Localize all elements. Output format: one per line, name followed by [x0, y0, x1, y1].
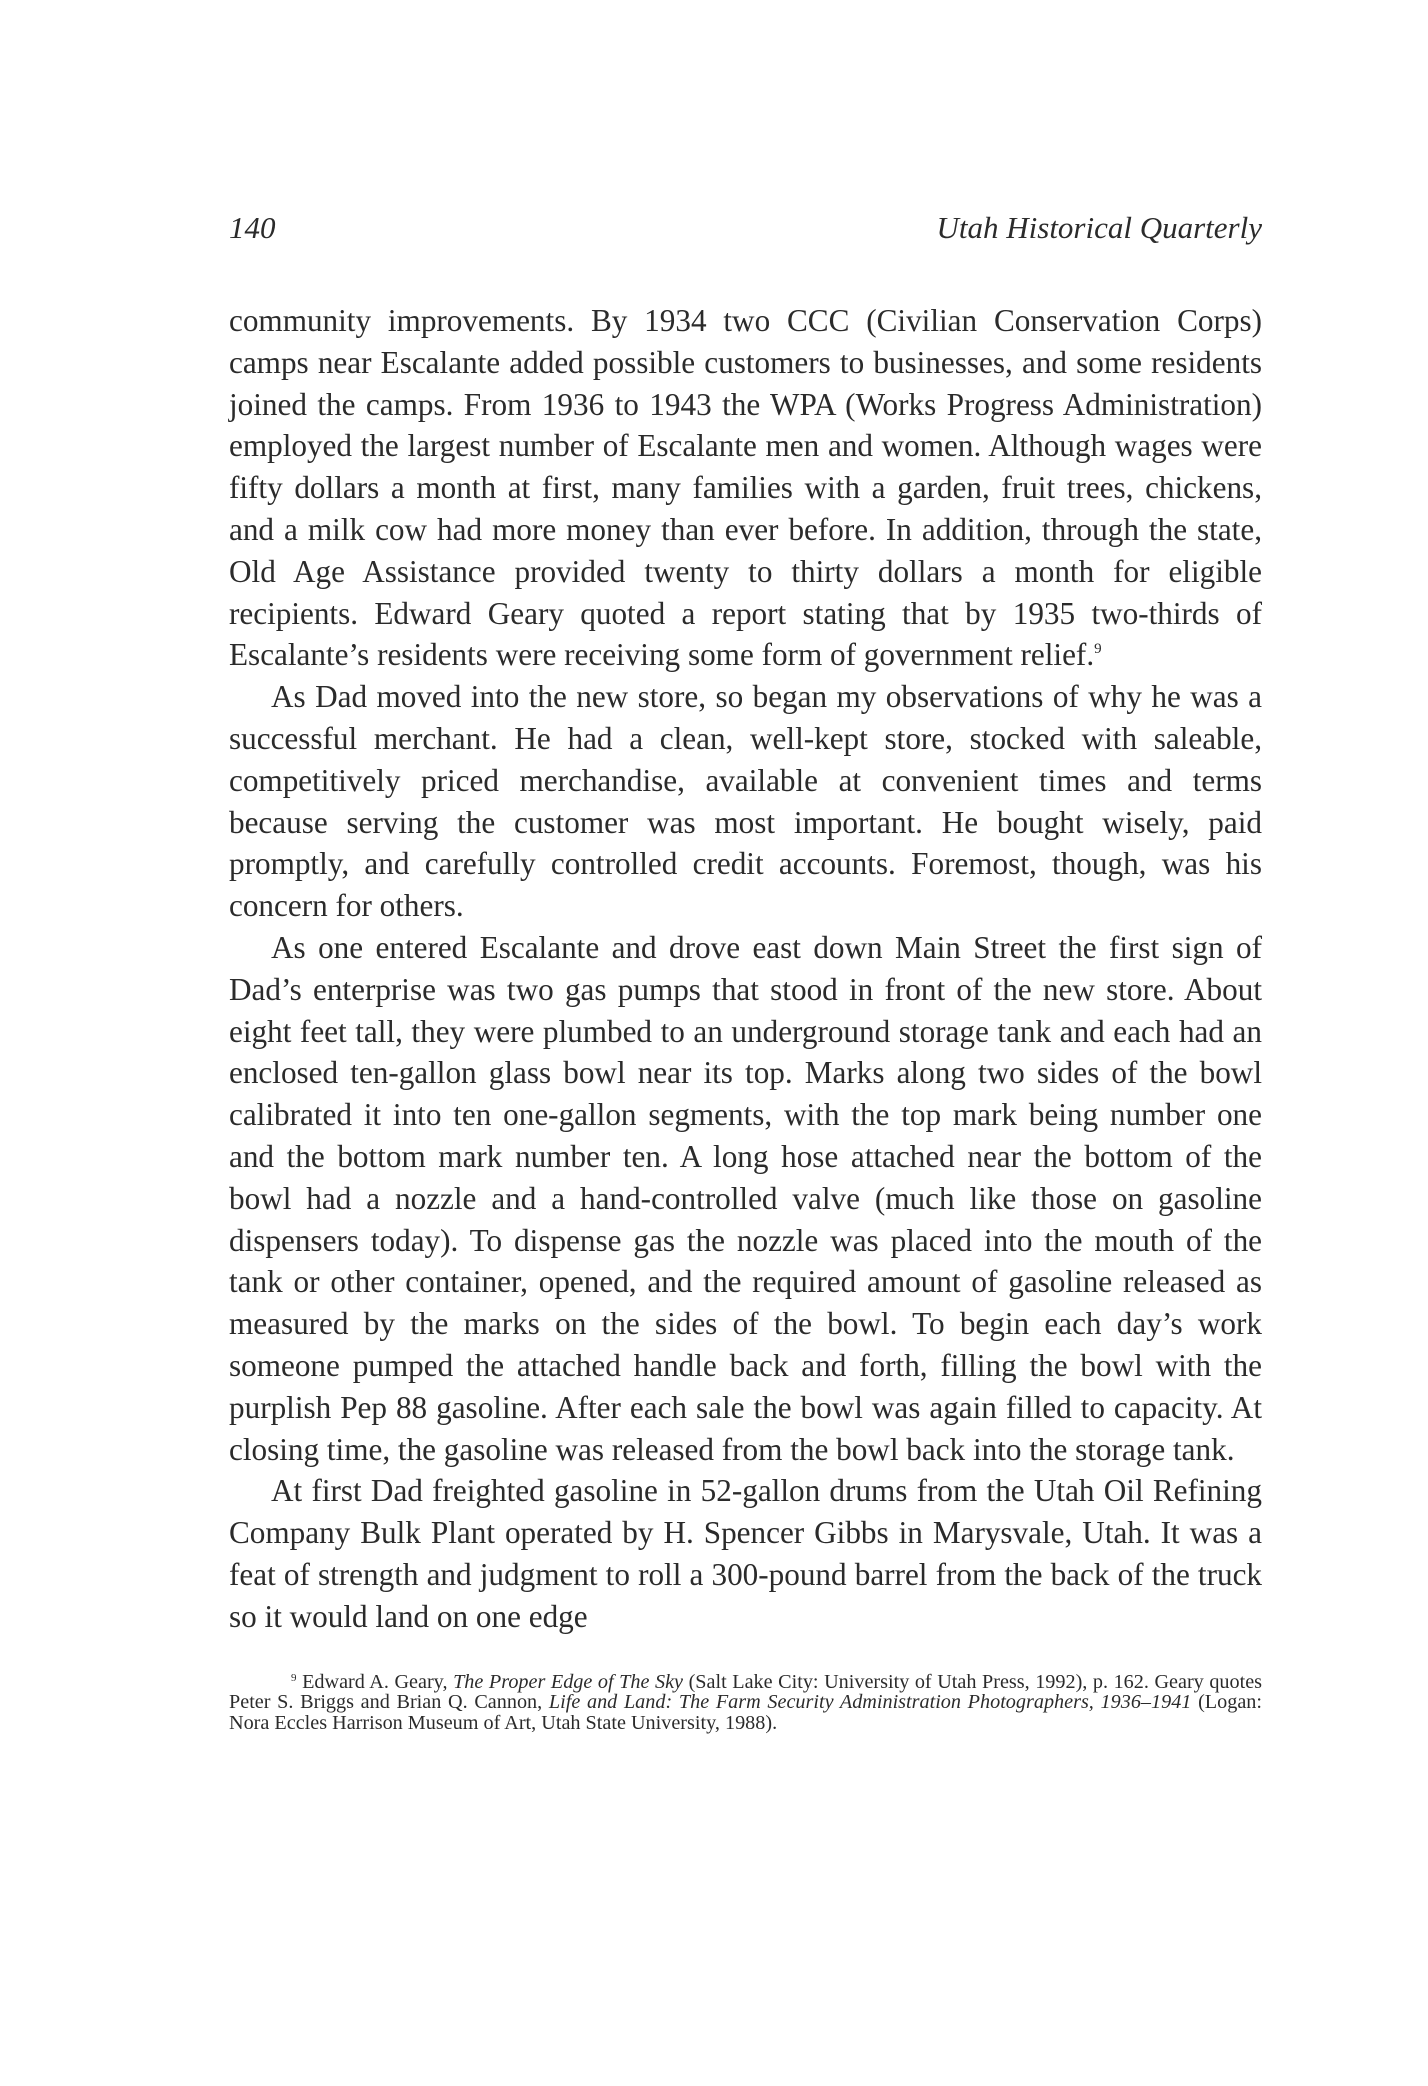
article-body: [229, 300, 1262, 1638]
page: [229, 210, 1262, 1733]
paragraph-1-text: community improvements. By 1934 two CCC (Civilian Conservation Corps) camps near Escalante added possible customers to businesses, and some residents joined the camps. From 1936 to 1943 the WPA (Works Progress Administration) employed the largest number of Escalante men and women. Although wages were fifty dollars a month at first, many families with a garden, fruit trees, chickens, and a milk cow had more money than ever before. In addition, through the state, Old Age Assistance provided twenty to thirty dollars a month for eligible recipients. Edward Geary quoted a report stating that by 1935 two-thirds of Escalante’s residents were receiving some form of government relief.: [229, 303, 1262, 673]
footnote-publication-1: (Salt Lake City: University of Utah Press, 1992), p. 162. Geary quotes Peter S. Briggs and Brian Q. Cannon,: [229, 1670, 1263, 1713]
footnote-reference[interactable]: 9: [1094, 641, 1102, 658]
paragraph-3: As one entered Escalante and drove east down Main Street the first sign of Dad’s enterprise was two gas pumps that stood in front of the new store. About eight feet tall, they were plumbed to an underground storage tank and each had an enclosed ten-gallon glass bowl near its top. Marks along two sides of the bowl calibrated it into ten one-gallon segments, with the top mark being number one and the bottom mark number ten. A long hose attached near the bottom of the bowl had a nozzle and a hand-controlled valve (much like those on gasoline dispensers today). To dispense gas the nozzle was placed into the mouth of the tank or other container, opened, and the required amount of gasoline released as measured by the marks on the sides of the bowl. To begin each day’s work someone pumped the attached handle back and forth, filling the bowl with the purplish Pep 88 gasoline. After each sale the bowl was again filled to capacity. At closing time, the gasoline was released from the bowl back into the storage tank.: [229, 929, 1262, 1467]
journal-title: Utah Historical Quarterly: [936, 210, 1262, 245]
running-head: [229, 210, 1262, 246]
paragraph-4: At first Dad freighted gasoline in 52-gallon drums from the Utah Oil Refining Company Bulk Plant operated by H. Spencer Gibbs in Marysvale, Utah. It was a feat of strength and judgment to roll a 300-pound barrel from the back of the truck so it would land on one edge: [229, 1473, 1262, 1634]
footnote-9: [229, 1672, 1262, 1734]
paragraph-1: [229, 300, 1262, 676]
footnote-book-title-1: The Proper Edge of The Sky: [453, 1670, 684, 1693]
paragraph-2: As Dad moved into the new store, so began my observations of why he was a successful merchant. He had a clean, well-kept store, stocked with saleable, competitively priced merchandise, available at convenient times and terms because serving the customer was most important. He bought wisely, paid promptly, and carefully controlled credit accounts. Foremost, though, was his concern for others.: [229, 679, 1262, 924]
footnote-number: 9: [291, 1671, 297, 1684]
footnote-publication-2: (Logan: Nora Eccles Harrison Museum of Art, Utah State University, 1988).: [229, 1691, 1262, 1734]
footnote-author: Edward A. Geary,: [302, 1670, 454, 1693]
footnote-book-title-2: Life and Land: The Farm Security Administration Photographers, 1936–1941: [548, 1691, 1192, 1713]
page-number: 140: [229, 210, 276, 245]
footnotes: [229, 1672, 1262, 1734]
